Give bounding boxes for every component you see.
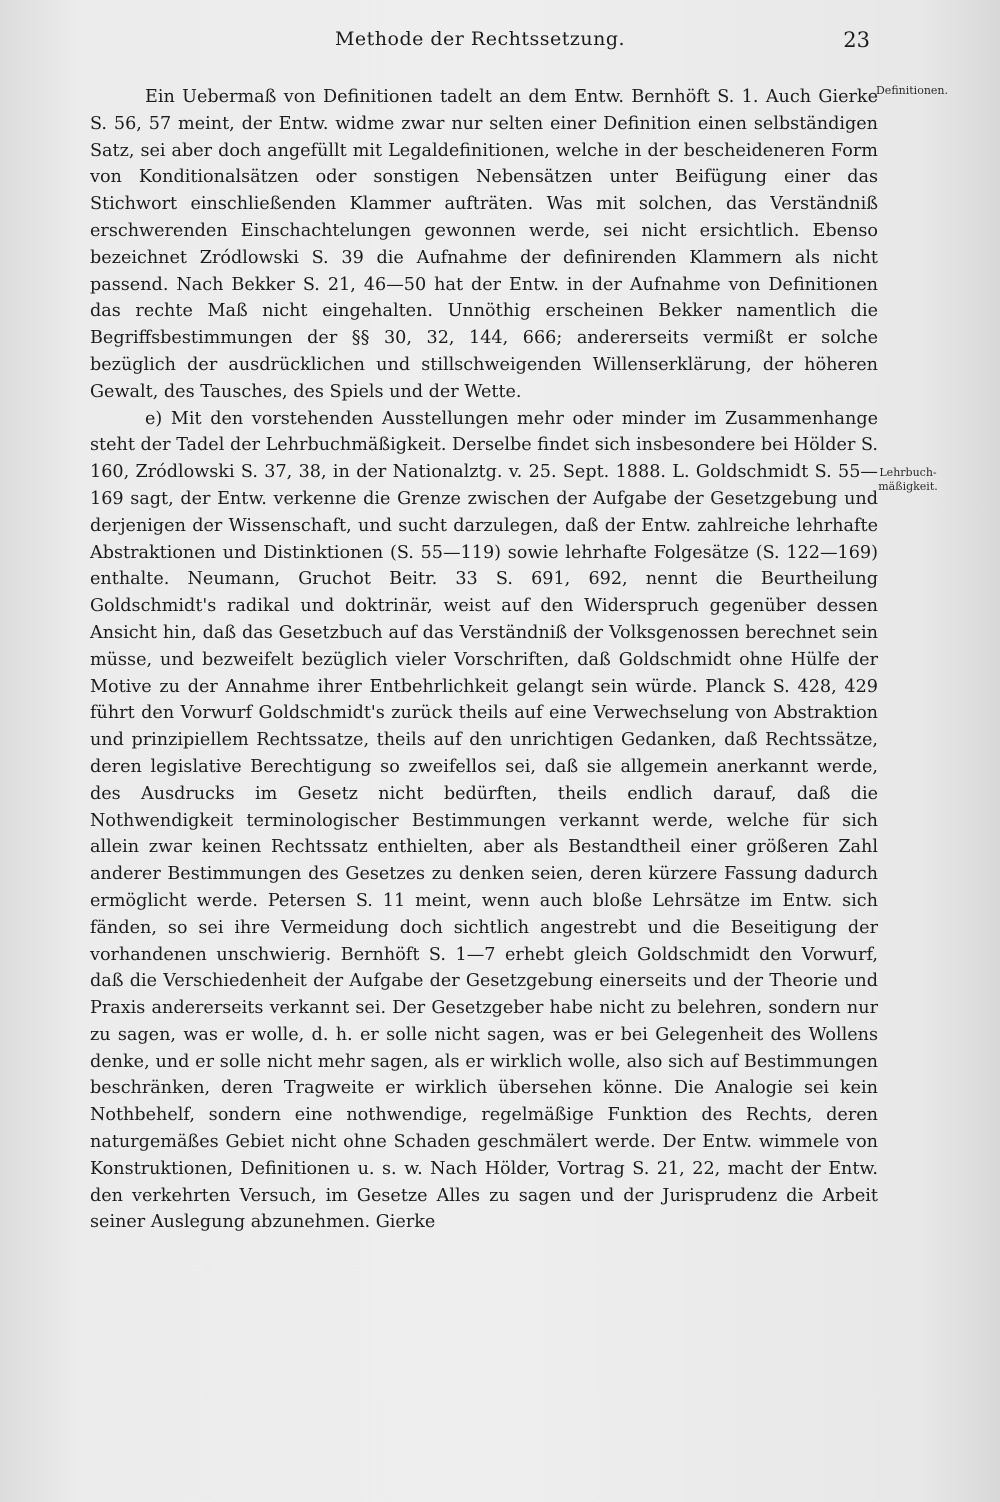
page-header bbox=[90, 28, 870, 62]
margin-note-definitionen: Definitionen. bbox=[875, 84, 948, 97]
running-head: Methode der Rechtssetzung. bbox=[334, 28, 626, 50]
margin-note-lehrbuchmaessigkeit: Lehrbuch-mäßigkeit. bbox=[878, 466, 938, 493]
body-text bbox=[90, 84, 878, 1236]
page-number: 23 bbox=[843, 28, 870, 52]
paragraph-definitions: Ein Uebermaß von Definitionen tadelt an dem Entw. Bernhöft S. 1. Auch Gierke S. 56, 57 meint, der Entw. widme zwar nur selten einer Definition einen selbständigen Satz, sei aber doch angefüllt mit Legaldefinitionen, welche in der bescheideneren Form von Konditionalsätzen oder sonstigen Nebensätzen unter Beifügung einer das Stichwort einschließenden Klammer aufträten. Was mit solchen, das Verständniß erschwerenden Einschachtelungen gewonnen werde, sei nicht ersichtlich. Ebenso bezeichnet Zródlowski S. 39 die Aufnahme der definirenden Klammern als nicht passend. Nach Bekker S. 21, 46—50 hat der Entw. in der Aufnahme von Definitionen das rechte Maß nicht eingehalten. Unnöthig erscheinen Bekker namentlich die Begriffsbestimmungen der §§ 30, 32, 144, 666; andererseits vermißt er solche bezüglich der ausdrücklichen und stillschweigenden Willenserklärung, der höheren Gewalt, des Tausches, des Spiels und der Wette. bbox=[90, 87, 878, 402]
paragraph-lehrbuchmaessigkeit: e) Mit den vorstehenden Ausstellungen mehr oder minder im Zusammenhange steht der Tadel der Lehrbuchmäßigkeit. Derselbe findet sich insbesondere bei Hölder S. 160, Zródlowski S. 37, 38, in der Nationalztg. v. 25. Sept. 1888. L. Goldschmidt S. 55—169 sagt, der Entw. verkenne die Grenze zwischen der Aufgabe der Gesetzgebung und derjenigen der Wissenschaft, und sucht darzulegen, daß der Entw. zahlreiche lehrhafte Abstraktionen und Distinktionen (S. 55—119) sowie lehrhafte Folgesätze (S. 122—169) enthalte. Neumann, Gruchot Beitr. 33 S. 691, 692, nennt die Beurtheilung Goldschmidt's radikal und doktrinär, weist auf den Widerspruch gegenüber dessen Ansicht hin, daß das Gesetzbuch auf das Verständniß der Volksgenossen berechnet sein müsse, und bezweifelt bezüglich vieler Vorschriften, daß Goldschmidt ohne Hülfe der Motive zu der Annahme ihrer Entbehrlichkeit gelangt sein würde. Planck S. 428, 429 führt den Vorwurf Goldschmidt's zurück theils auf eine Verwechselung von Abstraktion und prinzipiellem Rechtssatze, theils auf den unrichtigen Gedanken, daß Rechtssätze, deren legislative Berechtigung so zweifellos sei, daß sie allgemein anerkannt werde, des Ausdrucks im Gesetz nicht bedürften, theils endlich darauf, daß die Nothwendigkeit terminologischer Bestimmungen verkannt werde, welche für sich allein zwar keinen Rechtssatz enthielten, aber als Bestandtheil einer größeren Zahl anderer Bestimmungen des Gesetzes zu denken seien, deren kürzere Fassung dadurch ermöglicht werde. Petersen S. 11 meint, wenn auch bloße Lehrsätze im Entw. sich fänden, so sei ihre Vermeidung doch sichtlich angestrebt und die Beseitigung der vorhandenen unschwierig. Bernhöft S. 1—7 erhebt gleich Goldschmidt den Vorwurf, daß die Verschiedenheit der Aufgabe der Gesetzgebung einerseits und der Theorie und Praxis andererseits verkannt sei. Der Gesetzgeber habe nicht zu belehren, sondern nur zu sagen, was er wolle, d. h. er solle nicht sagen, was er bei Gelegenheit des Wollens denke, und er solle nicht mehr sagen, als er wirklich wolle, also sich auf Bestimmungen beschränken, deren Tragweite er wirklich übersehen könne. Die Analogie sei kein Nothbehelf, sondern eine nothwendige, regelmäßige Funktion des Rechts, deren naturgemäßes Gebiet nicht ohne Schaden geschmälert werde. Der Entw. wimmele von Konstruktionen, Definitionen u. s. w. Nach Hölder, Vortrag S. 21, 22, macht der Entw. den verkehrten Versuch, im Gesetze Alles zu sagen und der Jurisprudenz die Arbeit seiner Auslegung abzunehmen. Gierke bbox=[90, 408, 878, 1233]
